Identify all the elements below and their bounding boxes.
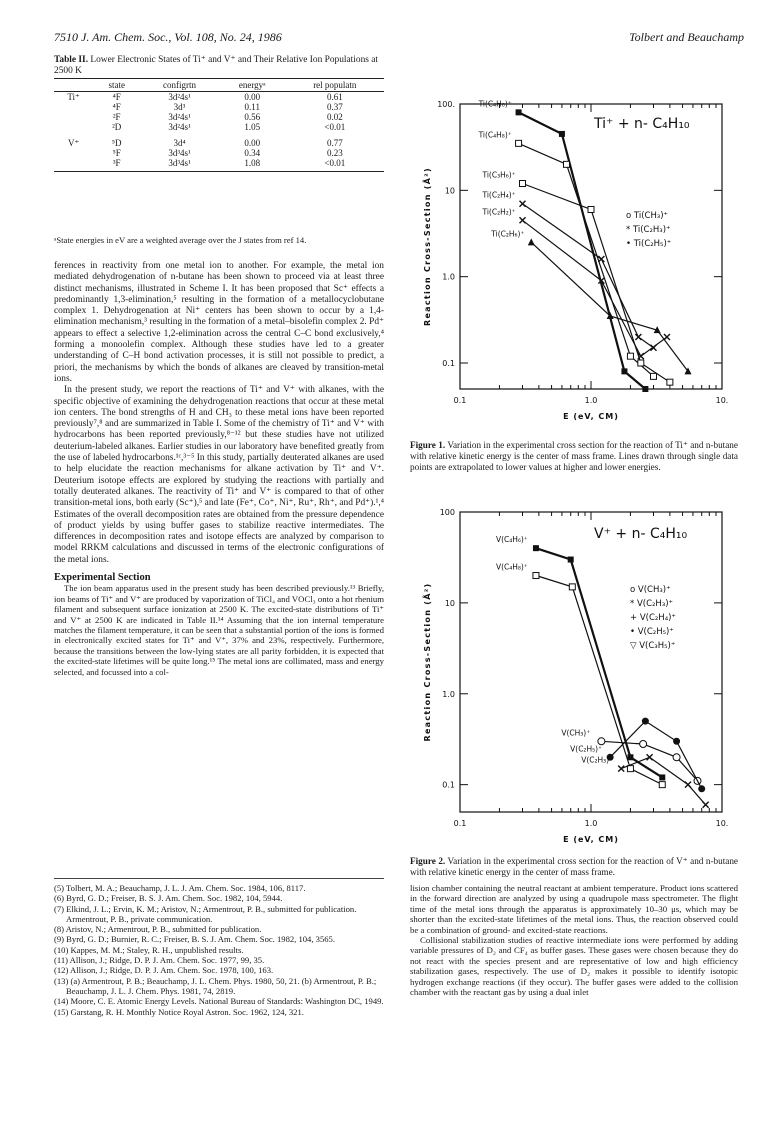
table-ii: [54, 78, 384, 172]
table-row: [54, 122, 384, 132]
x-tick-label: 10.: [715, 396, 729, 405]
x-axis-label: E (eV, CM): [563, 412, 619, 421]
reference-item: (10) Kappes, M. M.; Staley, R. H., unpublished results.: [54, 944, 244, 955]
series-label: Ti(C₂H₄)⁺: [482, 190, 516, 200]
section-title: Experimental Section: [54, 572, 151, 584]
table-cell: <0.01: [324, 122, 346, 132]
data-point: [703, 802, 709, 808]
table-cell: 0.23: [326, 148, 343, 158]
data-point: [638, 360, 644, 366]
plot-frame: [460, 512, 722, 812]
table-row: [54, 158, 384, 172]
data-point: [640, 741, 647, 748]
figure-1-caption-text: Variation in the experimental cross section for the reaction of Ti⁺ and n-butane with relative kinetic energy is the center of mass frame. Lines drawn through single data points are extrapolated to lower values at higher and lower energies.: [410, 440, 738, 472]
table-header-row: [54, 79, 384, 92]
references: [54, 883, 384, 1017]
reference-item: (6) Byrd, G. D.; Freiser, B. S. J. Am. Chem. Soc. 1982, 104, 5944.: [54, 893, 283, 904]
table-cell: 3d²4s¹: [168, 92, 191, 102]
table-cell: 0.34: [244, 148, 261, 158]
table-cell: ³F: [93, 158, 140, 172]
x-tick-label: 1.0: [584, 819, 598, 828]
table-cell: <0.01: [286, 158, 384, 172]
data-point: [618, 766, 624, 772]
data-point: [627, 766, 633, 772]
reference-item: (9) Byrd, G. D.; Burnier, R. C.; Freiser, B. S. J. Am. Chem. Soc. 1982, 104, 3565.: [54, 934, 335, 945]
data-point: [651, 373, 657, 379]
chart-title: Ti⁺ + n- C₄H₁₀: [594, 116, 690, 132]
running-header-left: 7510 J. Am. Chem. Soc., Vol. 108, No. 24, 1986: [54, 30, 282, 44]
reference-item: (7) Elkind, J. L.; Ervin, K. M.; Aristov, N.; Armentrout, P. B., submitted for publication. Armentrout, P. B., private communication.: [54, 903, 357, 924]
series-label: V(C₂H₅)⁺: [570, 744, 602, 754]
table-cell: 3d³4s¹: [168, 148, 191, 158]
data-point: [569, 584, 575, 590]
table-cell: [54, 158, 93, 172]
legend-entry: o V(CH₃)⁺: [630, 585, 671, 595]
figure-2-caption-label: Figure 2.: [410, 856, 446, 866]
y-axis-label: Reaction Cross-Section (Å²): [423, 582, 432, 742]
right-column-body: [410, 883, 738, 997]
table-cell: [54, 148, 93, 158]
table-cell: [54, 112, 93, 122]
series-label: V(C₄H₆)⁺: [495, 535, 528, 545]
reference-item: (8) Aristov, N.; Armentrout, P. B., submitted for publication.: [54, 924, 262, 935]
y-tick-label: 0.1: [442, 780, 455, 790]
table-cell: ⁴F: [112, 92, 121, 102]
legend-entry: * V(C₂H₃)⁺: [630, 599, 674, 609]
table-cell: 1.05: [244, 122, 261, 132]
table-header-cell: energyᵃ: [219, 79, 286, 92]
y-tick-label: 1.0: [442, 272, 455, 282]
table-header-cell: state: [93, 79, 140, 92]
table-row: [54, 92, 384, 103]
table-cell: [54, 122, 93, 132]
paragraph: In the present study, we report the reactions of Ti⁺ and V⁺ with alkanes, with the specific objective of examining the dehydrogenation reactions that occur at these metal ion centers. The bond strengths of H and CH₃ to these metal ions have been reported previously⁷,⁸ and are summarized in Table I. Some of the chemistry of Ti⁺ and V⁺ with hydrocarbons has been reported previously,⁸⁻¹² but these studies have not utilized deuterium-labeled alkanes. Earlier studies in our laboratory have benefited greatly from the use of labeled hydrocarbons.¹ᶜ,³⁻⁵ In this study, partially deuterated alkanes are used to help elucidate the reaction mechanisms for alkane activation by Ti⁺ and V⁺. Deuterium isotope effects are explored by studying the reactions with partially and totally deuterated alkanes. The reactivity of Ti⁺ and V⁺ is compared to that of other transition-metal ions, both early (Sc⁺),⁵ and late (Fe⁺, Co⁺, Ni⁺, Ru⁺, Rh⁺, and Pd⁺).¹,⁴ Estimates of the overall decomposition rates are obtained from the pressure dependence of product yields by using buffer gases to stabilize reactive intermediates. The differences in decomposition rates and isotope effects are analyzed by comparison to model RRKM calculations and discussed in terms of the electronic configurations of the metal ions.: [54, 385, 384, 565]
legend-entry: o Ti(CH₃)⁺: [626, 211, 669, 221]
series-line: [621, 757, 705, 805]
data-point: [563, 161, 569, 167]
series-label: Ti(C₃H₆)⁺: [482, 170, 516, 180]
running-header-right: Tolbert and Beauchamp: [629, 30, 744, 44]
data-point: [533, 545, 539, 551]
table-cell: 0.37: [326, 102, 343, 112]
table-row: [54, 112, 384, 122]
legend-entry: • V(C₂H₅)⁺: [630, 627, 674, 637]
reference-item: (12) Allison, J.; Ridge, D. P. J. Am. Chem. Soc. 1978, 100, 163.: [54, 965, 274, 976]
table-cell: 0.77: [326, 138, 343, 148]
reference-item: (5) Tolbert, M. A.; Beauchamp, J. L. J. Am. Chem. Soc. 1984, 106, 8117.: [54, 883, 306, 893]
legend-entry: • Ti(C₂H₅)⁺: [626, 239, 672, 249]
data-point: [520, 181, 526, 187]
data-point: [627, 754, 633, 760]
table-cell: 1.08: [219, 158, 286, 172]
y-tick-label: 10: [444, 598, 455, 608]
table-header-cell: rel populatn: [286, 79, 384, 92]
table-row: [54, 132, 384, 148]
table-cell: Ti⁺: [67, 92, 80, 102]
table-header-cell: configrtn: [140, 79, 219, 92]
data-point: [667, 379, 673, 385]
table-row: [54, 148, 384, 158]
paragraph: Collisional stabilization studies of reactive intermediate ions were performed by adding variable pressures of D₂ and CF₄ as buffer gases. These gases were chosen because they do not react with the species present and are representative of low and high efficiency stabilization gases, respectively. The use of D₂ makes it possible to identify isotopic hydrogen exchange reactions (if they occur). The buffer gases were added to the collision chamber with the reactant gas by using a dual inlet: [410, 935, 738, 998]
series-label: Ti(C₂H₂)⁺: [482, 207, 516, 217]
table-cell: [54, 102, 93, 112]
y-tick-label: 1.0: [442, 689, 455, 699]
y-axis-label: Reaction Cross-Section (Å²): [423, 166, 432, 327]
references-rule: [54, 878, 384, 879]
data-point: [642, 386, 648, 392]
figure-2-chart: [404, 500, 744, 850]
table-cell: V⁺: [67, 138, 80, 148]
table-footnote: ᵃState energies in eV are a weighted average over the J states from ref 14.: [54, 235, 307, 245]
data-point: [588, 206, 594, 212]
table-cell: ⁵F: [112, 148, 121, 158]
x-tick-label: 10.: [715, 819, 729, 828]
data-point: [516, 109, 522, 115]
table-cell: 0.61: [326, 92, 343, 102]
table-cell: 3d²4s¹: [168, 122, 191, 132]
series-label: Ti(C₂H₆)⁺: [491, 229, 525, 239]
data-point: [673, 754, 680, 761]
data-point: [698, 785, 705, 792]
series-line: [601, 741, 697, 781]
legend-entry: + V(C₂H₄)⁺: [630, 613, 676, 623]
data-point: [533, 573, 539, 579]
series-line: [531, 242, 688, 371]
data-point: [659, 774, 665, 780]
paragraph: lision chamber containing the neutral reactant at ambient temperature. Product ions scattered in the forward direction are analyzed by using a quadrupole mass spectrometer. The flight time of the metal ions through the apparatus is approximately 10–30 μs, which may be shorter than the excited-state lifetimes of the metal ions. Thus, the reaction observed could be a combination of ground- and excited-state reactions.: [410, 883, 738, 935]
data-point: [659, 782, 665, 788]
legend-entry: * Ti(C₂H₃)⁺: [626, 225, 671, 235]
reference-item: (15) Garstang, R. H. Monthly Notice Royal Astron. Soc. 1962, 124, 321.: [54, 1006, 304, 1017]
legend-entry: ▽ V(C₃H₅)⁺: [630, 641, 676, 651]
data-point: [516, 140, 522, 146]
reference-item: (11) Allison, J.; Ridge, D. P. J. Am. Chem. Soc. 1977, 99, 35.: [54, 955, 265, 966]
table-cell: 3d³4s¹: [140, 158, 219, 172]
figure-2-caption: [410, 856, 738, 878]
series-line: [610, 721, 702, 789]
table-cell: 0.56: [244, 112, 261, 122]
data-point: [673, 738, 680, 745]
data-point: [627, 353, 633, 359]
table-cell: ⁵D: [111, 138, 122, 148]
figure-1-caption: [410, 440, 738, 472]
left-column-body: [54, 261, 384, 677]
series-label: V(C₄H₈)⁺: [495, 562, 528, 572]
table-header-cell: [54, 79, 93, 92]
data-point: [598, 256, 604, 262]
table-cell: 0.00: [244, 138, 261, 148]
x-tick-label: 0.1: [453, 819, 467, 828]
table-cell: 3d²4s¹: [168, 112, 191, 122]
data-point: [685, 782, 691, 788]
data-point: [642, 718, 649, 725]
series-label: V(CH₃)⁺: [561, 728, 591, 738]
x-tick-label: 1.0: [584, 396, 598, 405]
chart-title: V⁺ + n- C₄H₁₀: [594, 526, 688, 542]
table-cell: 0.11: [244, 102, 260, 112]
y-tick-label: 100.: [437, 100, 455, 109]
paragraph: The ion beam apparatus used in the present study has been described previously.¹³ Briefly, ion beams of Ti⁺ and V⁺ are produced by vaporization of TiCl₄ and VOCl₃ onto a hot rhenium filament and subsequent surface ionization at 2500 K. The excited-state distributions of Ti⁺ and V⁺ at 2500 K are indicated in Table II.¹⁴ Assuming that the ion internal temperature matches the filament temperature, it can be seen that a substantial portion of the ions is formed in electronically excited states for Ti⁺ and V⁺, 37% and 23%, respectively. Furthermore, because the transitions between the low-lying states are all parity forbidden, it is expected that the excited-state lifetimes will be quite long.¹⁵ The metal ions are collimated, mass and energy selected, and focussed into a col-: [54, 583, 384, 677]
table-caption-text: Lower Electronic States of Ti⁺ and V⁺ and Their Relative Ion Populations at 2500 K: [54, 55, 379, 76]
series-label: Ti(C₄H₈)⁺: [478, 130, 512, 140]
table-cell: 0.02: [326, 112, 343, 122]
data-point: [520, 217, 526, 223]
data-point: [621, 368, 627, 374]
table-cell: 0.00: [244, 92, 261, 102]
x-axis-label: E (eV, CM): [563, 835, 619, 844]
y-tick-label: 10: [444, 186, 455, 196]
table-caption-label: Table II.: [54, 55, 89, 65]
data-point: [520, 201, 526, 207]
reference-item: (14) Moore, C. E. Atomic Energy Levels. National Bureau of Standards: Washington DC, 1949.: [54, 996, 384, 1007]
y-tick-label: 0.1: [442, 359, 455, 369]
table-body: [54, 92, 384, 172]
data-point: [559, 131, 565, 137]
table-cell: ⁴F: [112, 102, 121, 112]
table-cell: 3d³: [173, 102, 186, 112]
x-tick-label: 0.1: [453, 396, 467, 405]
figure-2-caption-text: Variation in the experimental cross section for the reaction of V⁺ and n-butane with relative kinetic energy in the center of mass frame.: [410, 856, 739, 877]
table-cell: ²D: [112, 122, 122, 132]
data-point: [635, 334, 641, 340]
table-caption: [54, 55, 384, 77]
table-cell: ²F: [112, 112, 121, 122]
series-line: [519, 112, 646, 389]
figure-1-caption-label: Figure 1.: [410, 440, 446, 450]
reference-item: (13) (a) Armentrout, P. B.; Beauchamp, J. L. Chem. Phys. 1980, 50, 21. (b) Armentrout, P. B.; Beauchamp, J. L. J. Chem. Phys. 1981, 74, 2819.: [54, 975, 377, 996]
series-label: V(C₂H₃)⁺: [581, 755, 614, 765]
table-row: [54, 102, 384, 112]
data-point: [528, 238, 535, 245]
table-cell: 3d⁴: [173, 138, 186, 148]
data-point: [647, 754, 653, 760]
data-point: [568, 557, 574, 563]
y-tick-label: 100: [439, 508, 455, 517]
data-point: [664, 334, 670, 340]
figure-1-chart: [404, 92, 744, 432]
paragraph: ferences in reactivity from one metal ion to another. For example, the metal ion mediated dehydrogenation of n-butane has been shown to proceed via at least three distinct mechanisms, illustrated in Scheme I. It has been proposed that Sc⁺ effects a predominantly 1,3-elimination,⁵ resulting in the formation of a metallocyclobutane complex 1. Dehydrogenation at Ni⁺ centers has been shown to occur by a 1,4-elimination mechanism,³ resulting in the formation of a metal–bisolefin complex 2. Pd⁺ appears to effect a selective 1,2-elimination across the central C–C bond exclusively,⁴ forming a monoolefin complex. Although these studies have led to a greater understanding of C–H bond activation processes, it is still not possible to predict, a priori, the mechanisms by which the bonds of alkanes are cleaved by transition-metal ions.: [54, 261, 384, 384]
series-label: Ti(C₄H₆)⁺: [478, 99, 512, 109]
